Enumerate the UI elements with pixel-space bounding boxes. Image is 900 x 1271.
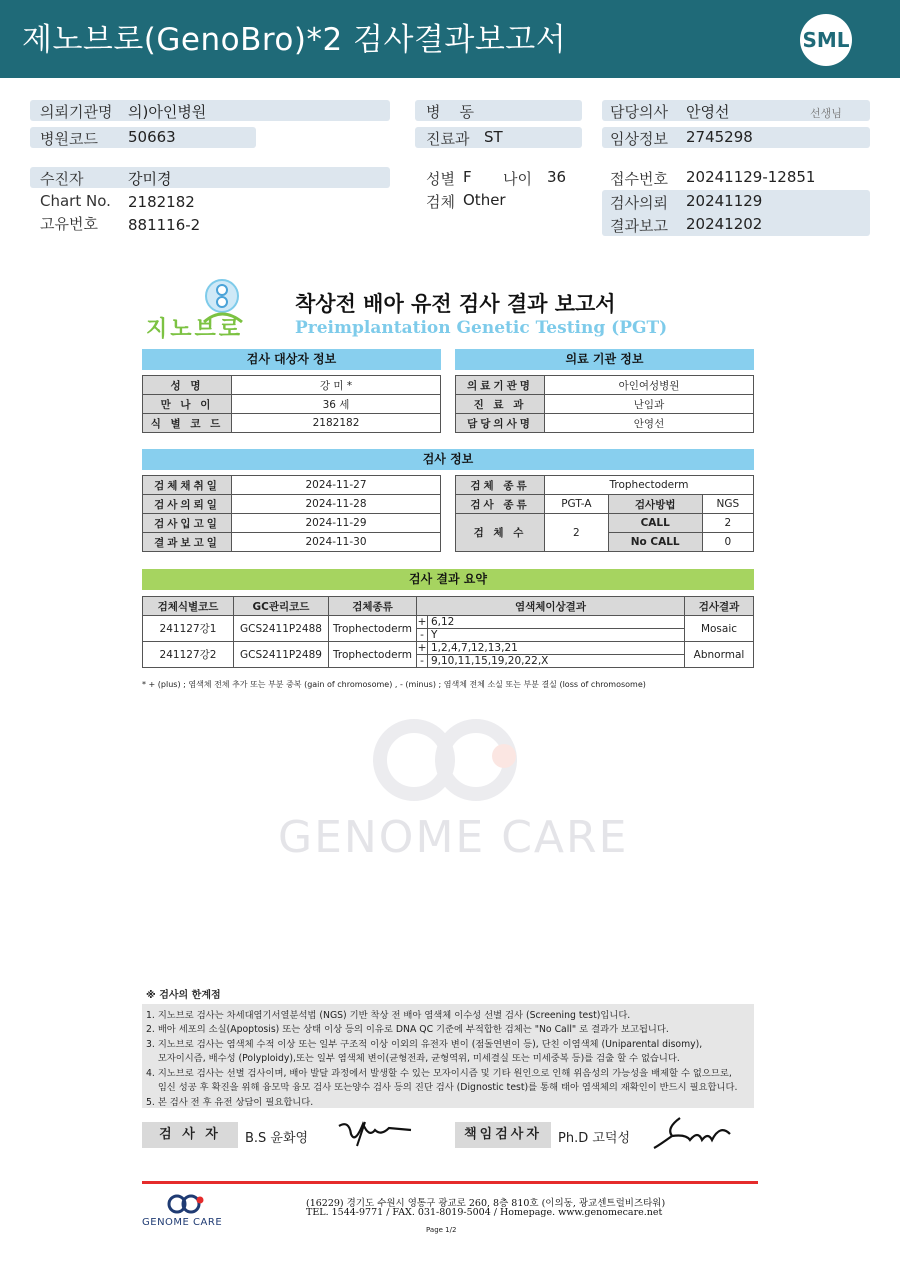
specimen-label: 검체 [426, 193, 455, 211]
report-label: 결과보고 [610, 217, 668, 235]
sex-label: 성별 [426, 170, 455, 188]
supervisor-label: 책임검사자 [455, 1122, 551, 1148]
chart-label: Chart No. [40, 192, 111, 210]
plus-sign: + [417, 642, 427, 654]
code-value: 50663 [128, 128, 176, 146]
method-value: NGS [702, 495, 753, 514]
limit-line-3: 3. 지노브로 검사는 염색체 수적 이상 또는 일부 구조적 이상 이외의 유전자 변이 (점돌연변이 등), 단친 이염색체 (Uniparental disomy), [146, 1039, 703, 1050]
specimen-type-value: Trophectoderm [545, 476, 754, 495]
summary-row2-minus: 9,10,11,15,19,20,22,X [430, 655, 549, 667]
test-section-header: 검사 정보 [142, 449, 754, 470]
summary-row1-type: Trophectoderm [329, 616, 417, 642]
limit-line-2: 2. 배아 세포의 소실(Apoptosis) 또는 상태 이상 등의 이유로 DNA QC 기준에 부적합한 검체는 "No Call" 로 결과가 보고됩니다. [146, 1024, 669, 1035]
summary-col-id: 검체식별코드 [143, 597, 234, 616]
inst-dept-value: 난임과 [545, 395, 754, 414]
report-date-label: 결과보고일 [143, 533, 232, 552]
summary-row1-result: Mosaic [685, 616, 754, 642]
summary-row2-type: Trophectoderm [329, 642, 417, 668]
collect-date-value: 2024-11-27 [232, 476, 441, 495]
request-date-value: 2024-11-28 [232, 495, 441, 514]
age-value: 36 [547, 168, 567, 186]
summary-col-gc: GC관리코드 [234, 597, 329, 616]
dept-label: 진료과 [426, 130, 470, 148]
limit-line-4: 모자이시즘, 배수성 (Polyploidy),또는 일부 염색체 변이(균형전좌, 균형역위, 미세결실 또는 미세중복 등)를 검출 할 수 없습니다. [146, 1053, 680, 1064]
subject-id-label: 식 별 코 드 [143, 414, 232, 433]
inst-name-value: 아인여성병원 [545, 376, 754, 395]
limit-line-5: 4. 지노브로 검사는 선별 검사이며, 배아 발달 과정에서 발생할 수 있는 모자이시즘 및 기타 원인으로 인해 위음성의 가능성을 배제할 수 없으므로, [146, 1068, 732, 1079]
test-type-label: 검사 종류 [456, 495, 545, 514]
summary-row1-abnormality [416, 616, 684, 642]
test-type-value: PGT-A [545, 495, 609, 514]
clinical-label: 임상정보 [610, 130, 668, 148]
summary-row2-result: Abnormal [685, 642, 754, 668]
dept-value: ST [484, 128, 503, 146]
supervisor-name: Ph.D 고덕성 [558, 1131, 631, 1146]
minus-sign: - [417, 655, 428, 667]
summary-row2-gc: GCS2411P2489 [234, 642, 329, 668]
call-label: CALL [608, 514, 702, 533]
inst-dept-label: 진 료 과 [456, 395, 545, 414]
uid-label: 고유번호 [40, 215, 98, 233]
inst-doctor-value: 안영선 [545, 414, 754, 433]
report-subtitle: Preimplantation Genetic Testing (PGT) [295, 318, 668, 338]
test-dates-table [142, 475, 441, 552]
chart-value: 2182182 [128, 193, 195, 211]
receipt-value: 20241129-12851 [686, 168, 816, 186]
examiner-label: 검 사 자 [142, 1122, 238, 1148]
summary-col-result: 검사결과 [685, 597, 754, 616]
watermark-text: GENOME CARE [278, 812, 629, 863]
summary-row2-plus: 1,2,4,7,12,13,21 [430, 642, 518, 654]
footer-rule [142, 1181, 758, 1184]
summary-row2-abnormality [416, 642, 684, 668]
page-number: Page 1/2 [426, 1226, 457, 1234]
sml-logo-text: SML [802, 28, 850, 52]
request-date-label: 검사의뢰일 [143, 495, 232, 514]
sex-value: F [463, 168, 472, 186]
examiner-name: B.S 윤화영 [245, 1131, 309, 1146]
limit-line-6: 임신 성공 후 확진을 위해 융모막 융모 검사 또는양수 검사 등의 진단 검사 (Dignostic test)를 통해 태아 염색체의 재확인이 반드시 필요합니다. [146, 1082, 738, 1093]
report-value: 20241202 [686, 215, 763, 233]
summary-section-header: 검사 결과 요약 [142, 569, 754, 590]
inst-doctor-label: 담당의사명 [456, 414, 545, 433]
count-label: 검 체 수 [456, 514, 545, 552]
footer-contact: TEL. 1544-9771 / FAX. 031-8019-5004 / Homepage. www.genomecare.net [306, 1207, 663, 1218]
genome-care-footer-logo-icon [166, 1192, 206, 1216]
institution-table [455, 375, 754, 433]
institution-section-header: 의료 기관 정보 [455, 349, 754, 370]
summary-row2-id: 241127강2 [143, 642, 234, 668]
limit-line-1: 1. 지노브로 검사는 차세대염기서열분석법 (NGS) 기반 착상 전 배아 염색체 이수성 선별 검사 (Screening test)입니다. [146, 1010, 631, 1021]
report-date-value: 2024-11-30 [232, 533, 441, 552]
count-value: 2 [545, 514, 609, 552]
receipt-label: 접수번호 [610, 170, 668, 188]
subject-name-label: 성 명 [143, 376, 232, 395]
plus-sign: + [417, 616, 427, 628]
supervisor-signature-icon [650, 1114, 732, 1152]
page-title: 제노브로(GenoBro)*2 검사결과보고서 [22, 22, 567, 58]
genobro-logo-text: 지노브로 [146, 317, 244, 342]
footer-address: (16229) 경기도 수원시 영통구 광교로 260, 8층 810호 (이의동, 광교센트럴비즈타워) [306, 1198, 666, 1209]
report-title: 착상전 배아 유전 검사 결과 보고서 [295, 292, 616, 316]
name-label: 수진자 [40, 170, 84, 188]
summary-col-type: 검체종류 [329, 597, 417, 616]
doctor-label: 담당의사 [610, 103, 668, 121]
intake-date-value: 2024-11-29 [232, 514, 441, 533]
request-value: 20241129 [686, 192, 763, 210]
sml-logo [800, 14, 852, 66]
intake-date-label: 검사입고일 [143, 514, 232, 533]
subject-name-value: 강 미 * [232, 376, 441, 395]
summary-row1-id: 241127강1 [143, 616, 234, 642]
subject-age-label: 만 나 이 [143, 395, 232, 414]
call-value: 2 [702, 514, 753, 533]
code-label: 병원코드 [40, 130, 98, 148]
summary-row1-plus: 6,12 [430, 616, 455, 628]
age-label: 나이 [503, 170, 532, 188]
subject-table [142, 375, 441, 433]
uid-value: 881116-2 [128, 216, 201, 234]
specimen-value: Other [463, 191, 506, 209]
nocall-label: No CALL [608, 533, 702, 552]
header-bar [0, 0, 900, 78]
examiner-signature-icon [335, 1116, 415, 1150]
institution-label: 의뢰기관명 [40, 103, 113, 121]
genome-care-watermark-icon [370, 714, 530, 804]
summary-row1-minus: Y [430, 629, 438, 641]
inst-name-label: 의료기관명 [456, 376, 545, 395]
table-row [143, 616, 754, 642]
name-pill [30, 167, 390, 188]
subject-age-value: 36 세 [232, 395, 441, 414]
limit-line-7: 5. 본 검사 전 후 유전 상담이 필요합니다. [146, 1097, 314, 1108]
name-value: 강미경 [128, 170, 172, 188]
summary-footnote: * + (plus) ; 염색체 전체 추가 또는 부분 중복 (gain of chromosome) , - (minus) ; 염색체 전체 소실 또는 부분 결실 (loss of chromosome) [142, 680, 646, 689]
summary-row1-gc: GCS2411P2488 [234, 616, 329, 642]
table-row [143, 642, 754, 668]
institution-value: 의)아인병원 [128, 103, 207, 121]
minus-sign: - [417, 629, 428, 641]
clinical-value: 2745298 [686, 128, 753, 146]
subject-id-value: 2182182 [232, 414, 441, 433]
specimen-type-label: 검체 종류 [456, 476, 545, 495]
summary-table [142, 596, 754, 668]
nocall-value: 0 [702, 533, 753, 552]
subject-section-header: 검사 대상자 정보 [142, 349, 441, 370]
collect-date-label: 검체채취일 [143, 476, 232, 495]
test-detail-table [455, 475, 754, 552]
method-label: 검사방법 [608, 495, 702, 514]
request-label: 검사의뢰 [610, 194, 668, 212]
footer-logo-text: GENOME CARE [142, 1217, 223, 1228]
summary-col-abnormality: 염색체이상결과 [416, 597, 684, 616]
ward-label: 병 동 [426, 103, 475, 121]
limits-title: ※ 검사의 한계점 [146, 990, 221, 1001]
doctor-value: 안영선 [686, 103, 730, 121]
doctor-suffix: 선생님 [810, 107, 842, 120]
